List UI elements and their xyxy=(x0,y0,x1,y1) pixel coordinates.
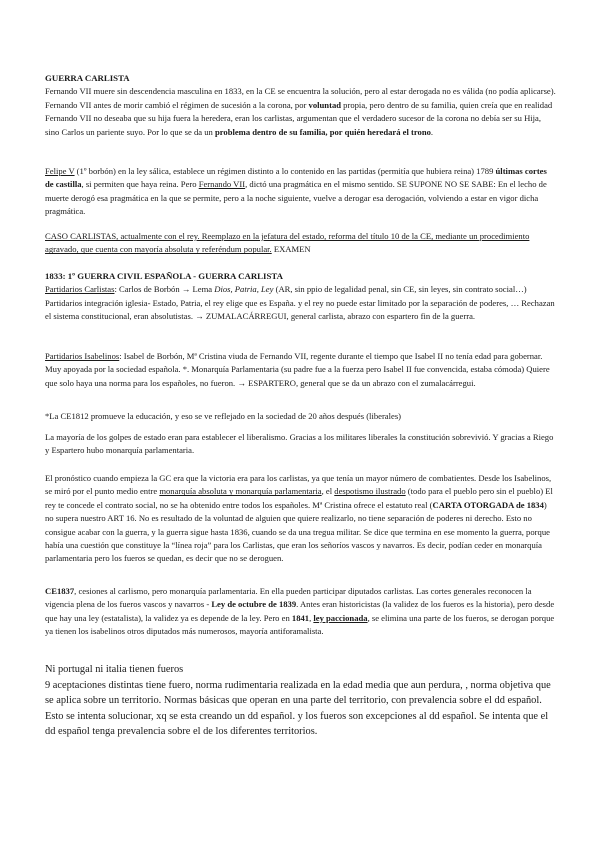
text: , si permiten que haya reina. Pero xyxy=(81,179,199,190)
text: (todo para el pueblo pero sin el pueblo) El rey te concede el contrato social, no se ha obtenido entre todos los españoles. Mª Cristina ofrece el estatuto real ( xyxy=(45,486,553,510)
text: , se elimina una parte de los fueros, se derogan porque ya tienen los isabelinos otros diputados más numerosos, mayoría antiforamalista. xyxy=(45,612,555,637)
paragraph-1833-carlistas xyxy=(45,270,557,324)
text: El pronóstico cuando empieza la GC era que la victoria era para los carlistas, ya que tenía un mayor número de combatientes. Desde los Isabelinos, se miró por el punto medio entre xyxy=(45,473,552,497)
underlined-text: CASO CARLISTAS, actualmente con el rey. Reemplazo en la jefatura del estado, reforma del título 10 de la CE, mediante un procedimiento agravado, que cuenta con mayoría absoluta y referéndum popular. xyxy=(45,231,530,255)
text: Fernando VII muere sin descendencia masculina en 1833, en la CE se encuentra la solución, pero al estar derogada no es válida (no podía aplicarse). Fernando VII antes de morir cambió el régimen de sucesión a la corona, por xyxy=(45,86,556,110)
bold-text: Ley de octubre de 1839 xyxy=(211,599,297,610)
bold-text: voluntad xyxy=(308,99,342,110)
text: : Carlos de Borbón → Lema xyxy=(114,284,215,295)
underlined-text: Partidarios Isabelinos xyxy=(45,351,120,361)
underlined-text: monarquía absoluta y monarquía parlamentaria xyxy=(159,486,322,497)
bold-underlined-text: ley paccionada xyxy=(313,612,368,623)
paragraph-felipe-v xyxy=(45,165,557,219)
paragraph-fueros xyxy=(45,662,557,740)
text: EXAMEN xyxy=(271,244,311,255)
italic-text: Dios, Patria, Ley xyxy=(214,284,274,295)
text: ) no supera nuestro ART 16. No es resultado de la voluntad de alguien que quiere realizarlo, no tiene separación de poderes ni derecho. Esto no consigue acabar con la guerra, y la guerra sigue hasta 1836, cuando se da una tregua militar. Se dice que termina en ese momento la guerra, porque había una cuestión que constituye la “línea roja” para los Carlistas, que eran los señoríos vascos y navarros. Es decir, podían ceder en monarquía parlamentaria pero los fueros se quedan, es decir que no se deroguen. xyxy=(45,499,550,564)
bold-text: CE1837 xyxy=(45,586,75,596)
bold-text: problema dentro de su familia, por quién heredará el trono xyxy=(214,126,431,137)
section-title: GUERRA CARLISTA xyxy=(45,73,130,83)
text: , xyxy=(309,612,314,623)
text: , dictó una pragmática en el mismo sentido. SE SUPONE NO SE SABE: En el lecho de muerte derogó esa pragmática en la que se permite, pero a la noche siguiente, vuelve a derogar esa derogación, volviendo a estar en vigor dicha pragmática. xyxy=(45,179,547,217)
text: 9 aceptaciones distintas tiene fuero, norma rudimentaria realizada en la edad media que aun perdura, , norma objetiva que se aplica sobre un territorio. Normas básicas que operan en una parte del territorio, con prevalencia sobre el dd español. Esto se intenta solucionar, xq se esta creando un dd español. y los fueros son excepciones al dd español. Se intenta que el dd español tenga prevalencia sobre el de los diferentes territorios. xyxy=(45,679,551,738)
paragraph-ce1812 xyxy=(45,410,557,423)
bold-text: 1841 xyxy=(291,612,310,623)
text: (1º borbón) en la ley sálica, establece un régimen distinto a lo contenido en las partidas (permitía que hubiera reina) 1789 xyxy=(74,166,496,176)
text: propia, pero dentro de su familia, quien creía que en realidad Fernando VII no deseaba que su hija fuera la heredera, eran los carlistas, argumentan que el verdadero sucesor de la corona no debía ser su Hija, sino Carlos un pariente suyo. Por lo que se da un xyxy=(45,99,553,137)
paragraph-pronostico xyxy=(45,472,557,566)
text: , cesiones al carlismo, pero monarquía parlamentaria. En ella pueden participar diputados carlistas. Las cortes generales reconocen la vigencia plena de los fueros vascos y navarros - xyxy=(45,586,532,610)
text: *La CE1812 promueve la educación, y eso se ve reflejado en la sociedad de 20 años después (liberales) xyxy=(45,411,402,421)
underlined-text: Fernando VII xyxy=(198,179,246,190)
section-title: 1833: 1º GUERRA CIVIL ESPAÑOLA - GUERRA CARLISTA xyxy=(45,271,283,281)
paragraph-golpes-estado xyxy=(45,431,557,458)
paragraph-guerra-carlista xyxy=(45,72,557,139)
text: La mayoría de los golpes de estado eran para establecer el liberalismo. Gracias a los militares liberales la constitución sobrevivió. Y gracias a Riego y Espartero hubo monarquía parlamentaria. xyxy=(45,432,554,456)
paragraph-isabelinos xyxy=(45,350,557,390)
text: . xyxy=(430,126,434,137)
bold-text: últimas cortes de castilla xyxy=(45,166,547,190)
underlined-text: Felipe V xyxy=(45,166,75,176)
text: : Isabel de Borbón, Mª Cristina viuda de Fernando VII, regente durante el tiempo que Isabel II no tenía edad para gobernar. Muy apoyada por la sociedad española. *. Monarquía Parlamentaria (su padre fue a la fuerza pero Isabel II fue convencida, estaba cómoda) Quiere que solo haya una norma para los españoles, no fueron. → ESPARTERO, general que se da un abrazo con el zumalacárregui. xyxy=(45,351,550,388)
paragraph-ce1837 xyxy=(45,585,557,639)
underlined-text: despotismo ilustrado xyxy=(334,486,406,497)
text: , el xyxy=(321,486,335,497)
bold-text: CARTA OTORGADA de 1834 xyxy=(432,499,544,510)
text: . Antes eran historicistas (la validez de los fueros es la historia), pero desde que hay una ley (estatalista), la validez ya es depende de la ley. Pero en xyxy=(45,599,555,623)
underlined-text: Partidarios Carlistas xyxy=(45,284,115,295)
paragraph-caso-carlistas xyxy=(45,230,557,257)
text: Ni portugal ni italia tienen fueros xyxy=(45,664,184,675)
text: (AR, sin ppio de legalidad penal, sin CE, sin leyes, sin contrato social…) Partidarios integración iglesia- Estado, Patria, el rey elige que es España. y el rey no puede estar limitado por la separación de poderes, … Rechazan el sistema constitucional, eran absolutistas. → ZUMALACÁRREGUI, general carlista, abrazo con espartero fin de la guerra. xyxy=(45,284,555,322)
